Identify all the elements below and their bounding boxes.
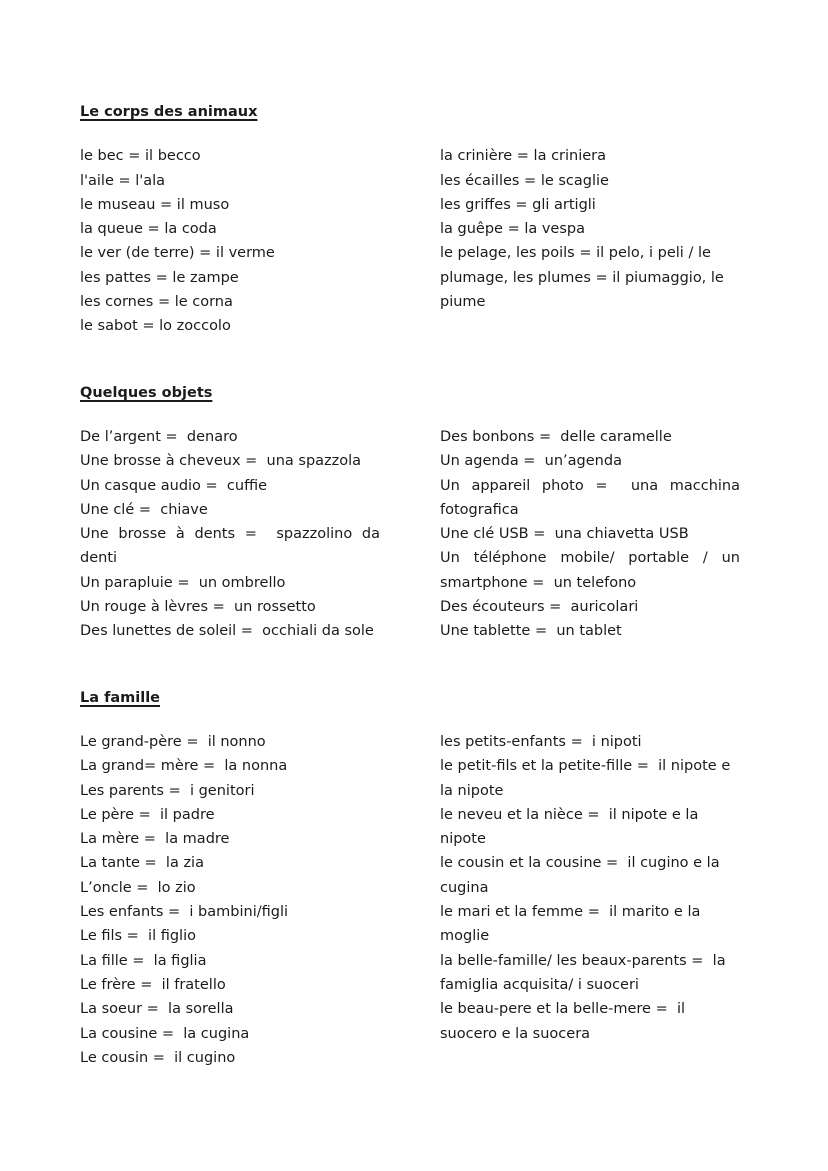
vocab-entry: la queue = la coda <box>80 221 217 238</box>
two-column-block <box>80 144 740 338</box>
vocab-entry: Les parents = i genitori <box>80 782 255 799</box>
vocab-entry: Des lunettes de soleil = occhiali da sole <box>80 623 374 640</box>
vocab-entry: le bec = il becco <box>80 148 201 165</box>
vocab-entry: le cousin et la cousine = il cugino e la cugina <box>440 855 725 896</box>
vocab-entry: les pattes = le zampe <box>80 269 239 286</box>
vocab-entry: la guêpe = la vespa <box>440 221 585 238</box>
vocab-entry: Une brosse à dents = spazzolino da denti <box>80 526 385 567</box>
vocab-entry: l'aile = l'ala <box>80 172 166 189</box>
vocab-entry: le pelage, les poils = il pelo, i peli / le plumage, les plumes = il piumaggio, le piume <box>440 245 729 311</box>
vocab-entry: Le fils = il figlio <box>80 928 196 945</box>
vocab-entry: Une clé = chiave <box>80 501 208 518</box>
vocab-entry: Des écouteurs = auricolari <box>440 599 639 616</box>
two-column-block <box>80 425 745 644</box>
vocab-entry: le mari et la femme = il marito e la moglie <box>440 904 705 945</box>
vocab-entry: les cornes = le corna <box>80 294 233 311</box>
vocab-entry: Un parapluie = un ombrello <box>80 574 286 591</box>
vocab-entry: Une brosse à cheveux = una spazzola <box>80 453 362 470</box>
vocab-entry: Le frère = il fratello <box>80 976 226 993</box>
vocab-entry: Des bonbons = delle caramelle <box>440 428 672 445</box>
vocab-entry: le neveu et la nièce = il nipote e la nipote <box>440 806 703 848</box>
vocab-entry: le beau-pere et la belle-mere = il suocero e la suocera <box>440 1001 690 1042</box>
vocab-entry: le museau = il muso <box>80 196 230 213</box>
vocab-entry: Une clé USB = una chiavetta USB <box>440 526 689 543</box>
vocab-entry: La tante = la zia <box>80 855 204 872</box>
section-title-family: La famille <box>80 689 161 706</box>
vocab-entry: la belle-famille/ les beaux-parents = la famiglia acquisita/ i suoceri <box>440 952 731 993</box>
vocab-entry: la crinière = la criniera <box>440 148 607 165</box>
vocab-entry: Un rouge à lèvres = un rossetto <box>80 599 316 616</box>
vocab-entry: les petits-enfants = i nipoti <box>440 733 642 750</box>
section-family <box>80 686 740 1070</box>
vocab-entry: les écailles = le scaglie <box>440 172 609 189</box>
vocab-entry: La cousine = la cugina <box>80 1025 250 1042</box>
left-column <box>80 144 380 338</box>
section-animal-body <box>80 100 740 339</box>
vocab-entry: le sabot = lo zoccolo <box>80 318 231 335</box>
vocab-entry: La grand= mère = la nonna <box>80 758 288 775</box>
vocab-entry: Les enfants = i bambini/figli <box>80 904 288 921</box>
section-title-objects: Quelques objets <box>80 384 213 401</box>
vocab-entry: Le père = il padre <box>80 806 215 823</box>
right-column <box>440 425 745 644</box>
vocab-entry: De l’argent = denaro <box>80 428 238 445</box>
section-title-animal-body: Le corps des animaux <box>80 104 258 120</box>
vocab-entry: La soeur = la sorella <box>80 1001 234 1018</box>
vocab-entry: Une tablette = un tablet <box>440 623 622 640</box>
vocab-entry: Un agenda = un’agenda <box>440 453 622 470</box>
right-column <box>440 144 740 338</box>
left-column <box>80 425 385 644</box>
vocab-entry: L’oncle = lo zio <box>80 879 196 896</box>
two-column-block <box>80 730 740 1070</box>
vocab-entry: La fille = la figlia <box>80 952 207 969</box>
vocab-entry: le petit-fils et la petite-fille = il nipote e la nipote <box>440 758 735 799</box>
vocab-entry: Un appareil photo = una macchina fotografica <box>440 477 745 518</box>
right-column <box>440 730 740 1070</box>
vocab-entry: La mère = la madre <box>80 831 230 848</box>
vocab-entry: Le cousin = il cugino <box>80 1049 236 1066</box>
vocab-entry: le ver (de terre) = il verme <box>80 245 275 262</box>
vocab-entry: Un téléphone mobile/ portable / un smartphone = un telefono <box>440 550 745 591</box>
section-objects <box>80 381 745 644</box>
vocab-entry: Un casque audio = cuffie <box>80 477 268 494</box>
vocab-entry: les griffes = gli artigli <box>440 196 596 213</box>
vocab-entry: Le grand-père = il nonno <box>80 733 266 750</box>
left-column <box>80 730 380 1070</box>
